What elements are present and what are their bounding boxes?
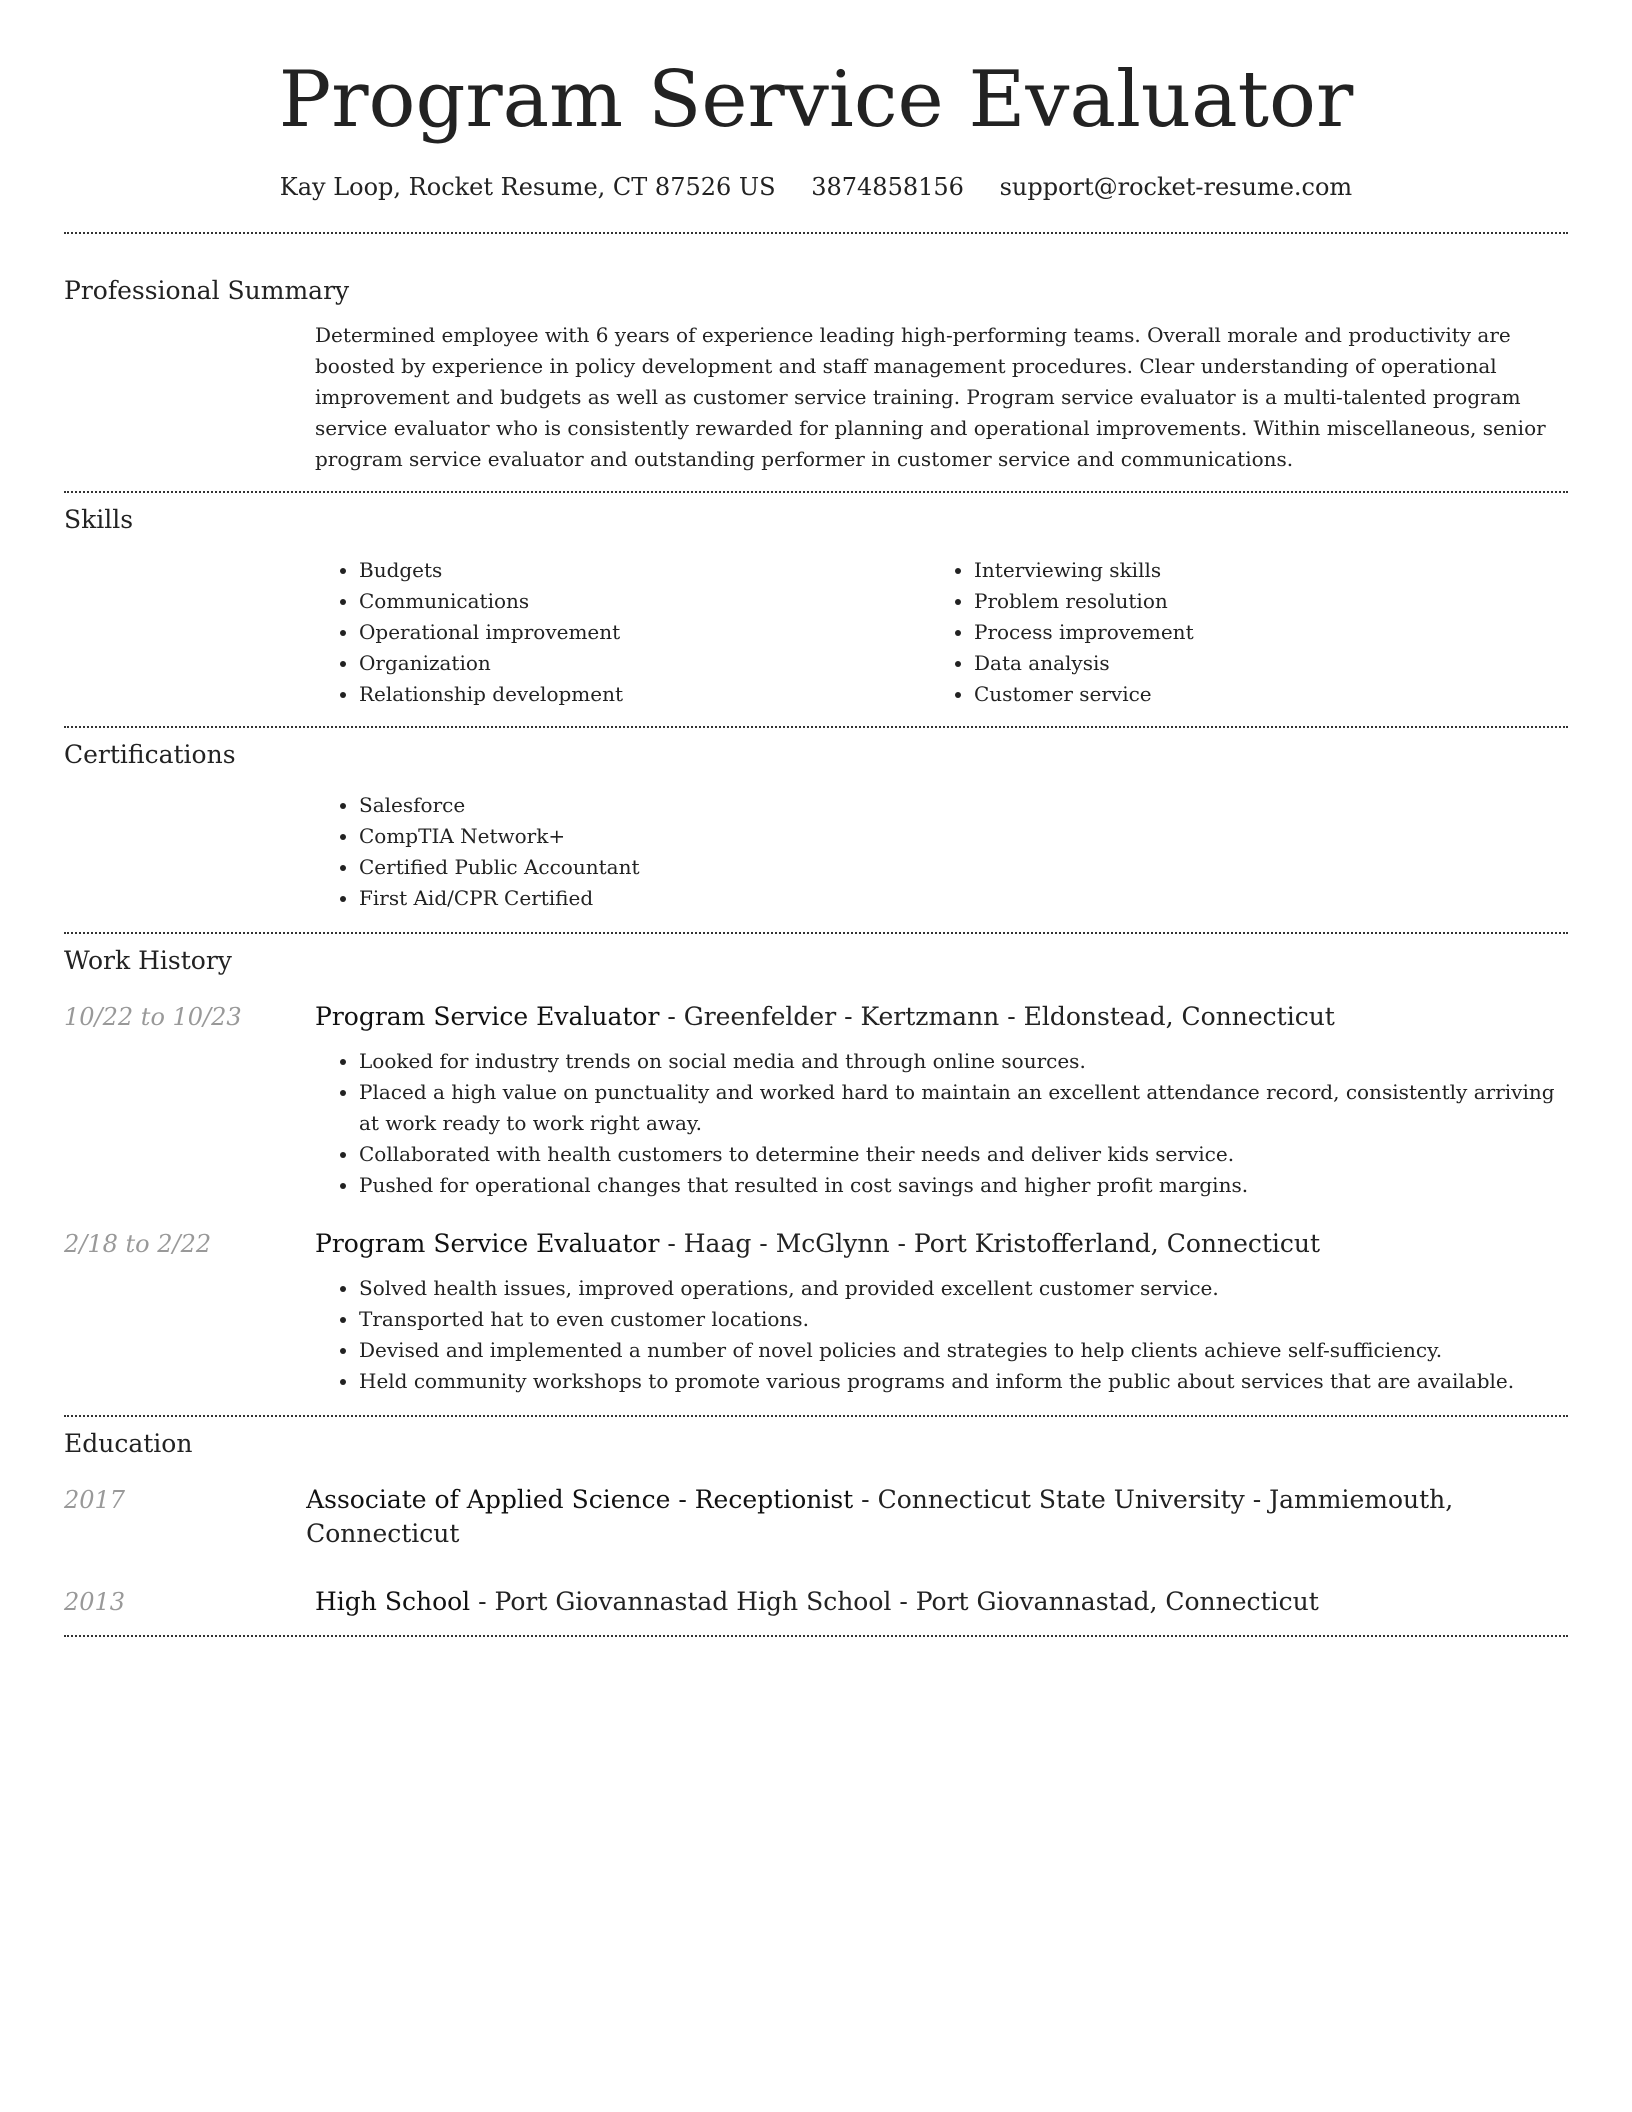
skill-item: • Organization — [359, 648, 930, 679]
certification-item: • CompTIA Network+ — [359, 821, 1568, 852]
education-school: - Port Giovannastad High School - Port Giovannastad, Connecticut — [470, 1587, 1319, 1616]
job-header — [64, 1000, 1568, 1034]
job-role: Program Service Evaluator — [315, 1229, 660, 1258]
contact-email: support@rocket-resume.com — [999, 173, 1353, 201]
job-dates: 2/18 to 2/22 — [64, 1230, 212, 1258]
contact-phone: 3874858156 — [811, 173, 964, 201]
skills-list-left — [315, 555, 930, 710]
skill-item: • Customer service — [974, 679, 1545, 710]
job-bullet: • Pushed for operational changes that resulted in cost savings and higher profit margins. — [359, 1170, 1568, 1201]
resume-page — [64, 0, 1568, 1637]
job-header — [64, 1227, 1568, 1261]
page-title: Program Service Evaluator — [278, 55, 1354, 145]
section-education — [64, 1427, 1568, 1619]
certification-item: • Certified Public Accountant — [359, 852, 1568, 883]
job-role: Program Service Evaluator — [315, 1002, 660, 1031]
job-bullets — [315, 1046, 1568, 1201]
divider — [64, 1635, 1568, 1637]
education-year: 2017 — [64, 1486, 126, 1514]
skills-list-right — [930, 555, 1545, 710]
certifications-list — [315, 790, 1568, 914]
divider — [64, 232, 1568, 234]
skill-item: • Budgets — [359, 555, 930, 586]
divider — [64, 1415, 1568, 1417]
job-employer: - Greenfelder - Kertzmann - Eldonstead, Connecticut — [659, 1002, 1335, 1031]
education-entry — [64, 1483, 1568, 1551]
job-bullet: • Solved health issues, improved operations, and provided excellent customer service. — [359, 1273, 1568, 1304]
job-entry — [64, 1227, 1568, 1397]
education-year: 2013 — [64, 1588, 126, 1616]
skill-item: • Relationship development — [359, 679, 930, 710]
skill-item: • Data analysis — [974, 648, 1545, 679]
education-degree: High School — [315, 1587, 471, 1616]
job-title — [315, 1000, 1335, 1034]
job-bullet: • Collaborated with health customers to determine their needs and deliver kids service. — [359, 1139, 1568, 1170]
resume-header — [64, 0, 1568, 204]
section-certifications — [64, 738, 1568, 914]
section-title-work: Work History — [64, 946, 232, 975]
education-degree: Associate of Applied Science - Receptionist — [306, 1485, 854, 1514]
job-employer: - Haag - McGlynn - Port Kristofferland, Connecticut — [659, 1229, 1321, 1258]
education-school: - Connecticut State University - Jammiemouth, Connecticut — [306, 1485, 1454, 1548]
job-title — [315, 1227, 1320, 1261]
skill-item: • Communications — [359, 586, 930, 617]
skill-item: • Operational improvement — [359, 617, 930, 648]
section-title-certifications: Certifications — [64, 740, 236, 769]
section-title-skills: Skills — [64, 505, 134, 534]
skill-item: • Interviewing skills — [974, 555, 1545, 586]
section-work-history — [64, 944, 1568, 1397]
job-entry — [64, 1000, 1568, 1201]
divider — [64, 491, 1568, 493]
job-bullet: • Held community workshops to promote various programs and inform the public about services that are available. — [359, 1366, 1568, 1397]
job-bullet: • Looked for industry trends on social media and through online sources. — [359, 1046, 1568, 1077]
certifications-content — [315, 790, 1568, 914]
skills-grid — [315, 555, 1568, 710]
job-bullet: • Transported hat to even customer locations. — [359, 1304, 1568, 1335]
contact-address: Kay Loop, Rocket Resume, CT 87526 US — [279, 173, 776, 201]
divider — [64, 726, 1568, 728]
section-title-summary: Professional Summary — [64, 276, 350, 305]
job-bullet: • Placed a high value on punctuality and worked hard to maintain an excellent attendance record, consistently arriving at work ready to work right away. — [359, 1077, 1568, 1139]
certification-item: • Salesforce — [359, 790, 1568, 821]
summary-text: Determined employee with 6 years of experience leading high-performing teams. Overall morale and productivity are boosted by experience in policy development and staff management procedures. Clear understanding of operational improvement and budgets as well as customer service training. Program service evaluator is a multi-talented program service evaluator who is consistently rewarded for planning and operational improvements. Within miscellaneous, senior program service evaluator and outstanding performer in customer service and communications. — [315, 323, 1546, 471]
section-summary — [64, 274, 1568, 475]
section-title-education: Education — [64, 1429, 193, 1458]
job-bullet: • Devised and implemented a number of novel policies and strategies to help clients achieve self-sufficiency. — [359, 1335, 1568, 1366]
education-entry — [64, 1585, 1568, 1619]
divider — [64, 932, 1568, 934]
skill-item: • Process improvement — [974, 617, 1545, 648]
education-title — [315, 1585, 1319, 1619]
job-dates: 10/22 to 10/23 — [64, 1003, 242, 1031]
job-details — [315, 1273, 1568, 1397]
section-skills — [64, 503, 1568, 710]
education-title — [306, 1483, 1568, 1551]
job-bullets — [315, 1273, 1568, 1397]
contact-line — [64, 170, 1568, 204]
certification-item: • First Aid/CPR Certified — [359, 883, 1568, 914]
skill-item: • Problem resolution — [974, 586, 1545, 617]
job-details — [315, 1046, 1568, 1201]
